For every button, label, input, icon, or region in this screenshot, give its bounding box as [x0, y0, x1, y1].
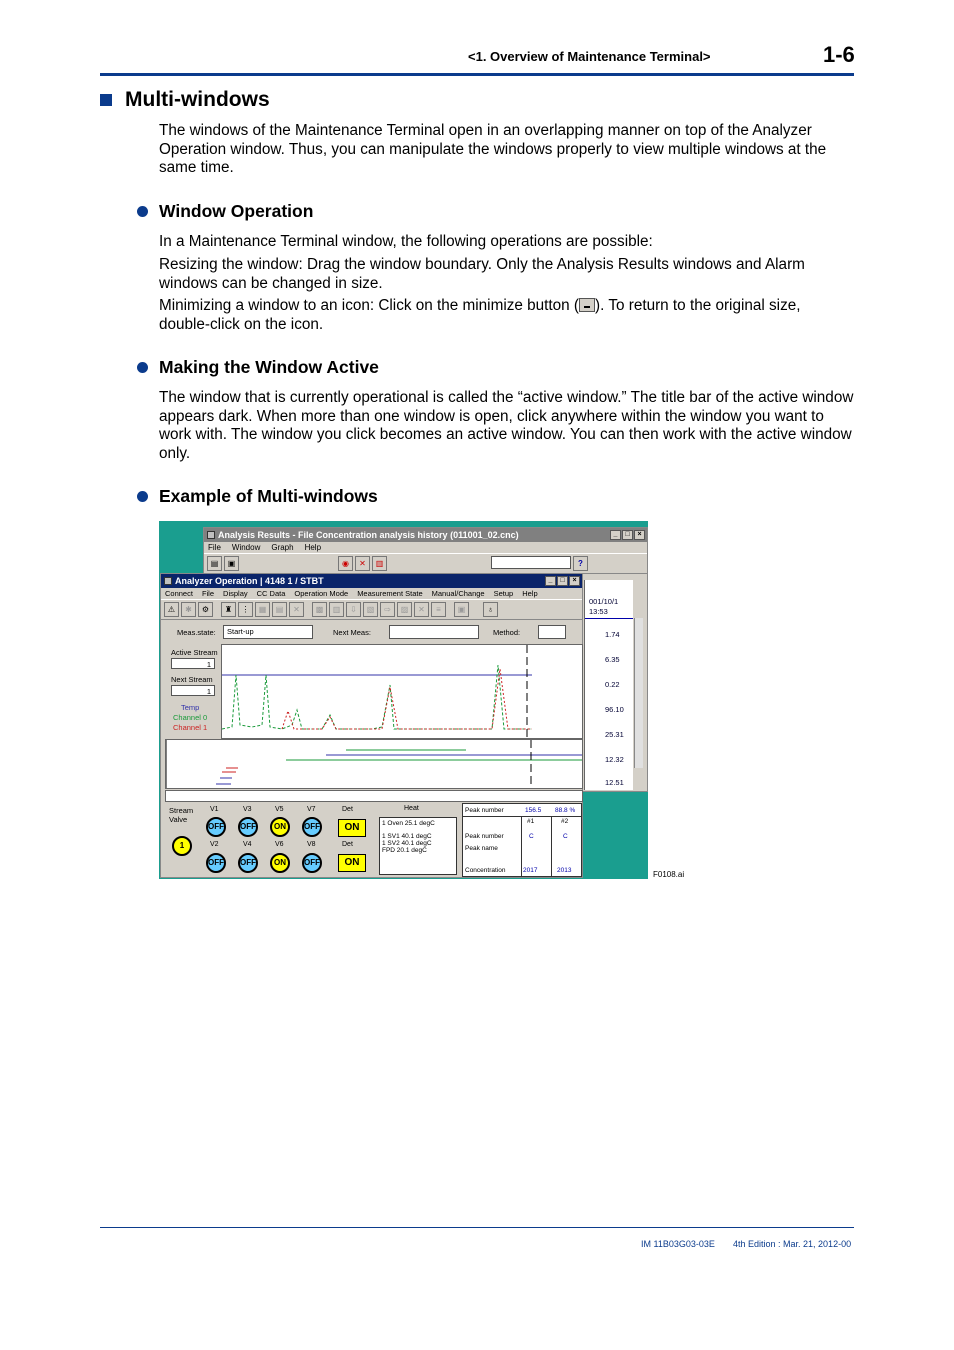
- p3-text-after: ). To return to the original size, double-click on the icon.: [159, 297, 801, 333]
- help-icon[interactable]: ?: [573, 556, 588, 571]
- active-stream-field: 1: [171, 658, 215, 669]
- document-number: IM 11B03G03-03E: [641, 1239, 715, 1249]
- peak-header-value: 88.8 %: [555, 807, 576, 814]
- peak-concentration-value: 2017: [523, 867, 538, 874]
- method-field: [538, 625, 566, 639]
- menu-help[interactable]: Help: [304, 543, 322, 552]
- menu-manual-change[interactable]: Manual/Change: [431, 589, 485, 598]
- result-value: 0.22: [605, 680, 620, 689]
- lamp-icon[interactable]: ♁: [483, 602, 498, 617]
- menu-setup[interactable]: Setup: [493, 589, 514, 598]
- det-label: Det: [342, 841, 353, 848]
- peak-number-label: Peak number: [465, 833, 504, 840]
- peak-number-value: C: [529, 833, 534, 840]
- stop-icon[interactable]: ✕: [355, 556, 370, 571]
- round-bullet-icon: [137, 362, 148, 373]
- calibrate-icon[interactable]: ▦: [255, 602, 270, 617]
- results-scrollbar[interactable]: [634, 618, 643, 768]
- analyzer-operation-menubar: [161, 588, 582, 599]
- valve-icon[interactable]: ⚙: [198, 602, 213, 617]
- analysis-results-toolbar: [204, 553, 647, 574]
- active-window-paragraph: The window that is currently operational is called the “active window.” The title bar of the active window appears dark. When more than one window is open, click anywhere within the window you want to work with. The window you click becomes an active window. You can then work with the active window only.: [159, 389, 854, 462]
- heat-panel: [379, 817, 457, 875]
- peak-concentration-value: 2013: [557, 867, 572, 874]
- print-icon[interactable]: ▥: [372, 556, 387, 571]
- result-value: 1.74: [605, 630, 620, 639]
- peak-header-value: 156.5: [525, 807, 542, 814]
- square-bullet-icon: [100, 94, 112, 106]
- heat-row: 1 SV1 40.1 degC: [382, 833, 432, 840]
- active-window-heading: [137, 357, 379, 378]
- valve-label: V7: [307, 806, 316, 813]
- multi-window-figure: [159, 521, 648, 879]
- round-bullet-icon: [137, 491, 148, 502]
- valve-toggle[interactable]: OFF: [206, 817, 226, 837]
- operation-icon[interactable]: ♜: [221, 602, 236, 617]
- menu-display[interactable]: Display: [223, 589, 248, 598]
- open-file-icon[interactable]: ▤: [207, 556, 222, 571]
- results-date: 001/10/1: [589, 597, 619, 606]
- zoom-icon[interactable]: ◉: [338, 556, 353, 571]
- report-icon[interactable]: ▧: [363, 602, 378, 617]
- analyzer-operation-titlebar[interactable]: [161, 574, 582, 588]
- window-operation-p2: Resizing the window: Drag the window boundary. Only the Analysis Results windows and Alarm windows can be changed in size.: [159, 256, 805, 292]
- menu-operation-mode[interactable]: Operation Mode: [294, 589, 349, 598]
- meas-state-field: Start-up: [223, 625, 313, 639]
- download-icon[interactable]: ⇩: [346, 602, 361, 617]
- header-rule: [100, 73, 854, 76]
- time-axis: [165, 790, 583, 802]
- save-icon[interactable]: ▣: [224, 556, 239, 571]
- legend-channel-0: Channel 0: [173, 713, 208, 722]
- valve-toggle[interactable]: OFF: [302, 817, 322, 837]
- analyzer-operation-toolbar: [161, 599, 582, 620]
- minimize-icon[interactable]: _: [545, 576, 556, 586]
- list-icon[interactable]: ≡: [431, 602, 446, 617]
- valve-toggle[interactable]: OFF: [302, 853, 322, 873]
- det-toggle[interactable]: ON: [338, 854, 366, 872]
- menu-window[interactable]: Window: [231, 543, 261, 552]
- peak-name-label: Peak name: [465, 845, 498, 852]
- analyzer-operation-title: Analyzer Operation | 4148 1 / STBT: [175, 576, 324, 586]
- heat-row: FPD 20.1 degC: [382, 847, 427, 854]
- maximize-icon[interactable]: □: [622, 530, 633, 540]
- window-app-icon: [164, 577, 172, 585]
- analysis-results-menubar: [204, 542, 647, 553]
- next-meas-label: Next Meas:: [333, 628, 371, 637]
- active-window-title: Making the Window Active: [159, 357, 379, 377]
- legend-channel-1: Channel 1: [173, 723, 208, 732]
- next-stream-field: 1: [171, 685, 215, 696]
- close-icon[interactable]: ×: [634, 530, 645, 540]
- valve-label: V1: [210, 806, 219, 813]
- valve-label: V6: [275, 841, 284, 848]
- window-operation-title: Window Operation: [159, 201, 314, 221]
- example-heading: [137, 486, 378, 507]
- valve-toggle[interactable]: OFF: [238, 853, 258, 873]
- valve-label: V3: [243, 806, 252, 813]
- valve-toggle[interactable]: ON: [270, 853, 290, 873]
- results-side-panel: [584, 580, 633, 790]
- legend-temp: Temp: [181, 703, 200, 712]
- menu-measurement-state[interactable]: Measurement State: [357, 589, 423, 598]
- window-operation-p1: In a Maintenance Terminal window, the following operations are possible:: [159, 233, 653, 250]
- minimize-button-icon: [579, 298, 595, 312]
- peak-column-header: #1: [527, 818, 535, 825]
- forward-icon[interactable]: ⇨: [380, 602, 395, 617]
- figure-label: F0108.ai: [653, 870, 685, 879]
- valve-toggle[interactable]: OFF: [238, 817, 258, 837]
- menu-cc-data[interactable]: CC Data: [256, 589, 286, 598]
- cancel-icon[interactable]: ✕: [414, 602, 429, 617]
- peak-header-label: Peak number: [465, 807, 504, 814]
- save-icon[interactable]: ▣: [454, 602, 469, 617]
- timing-svg: [166, 740, 582, 788]
- section-title: Multi-windows: [125, 88, 270, 111]
- heat-header: Heat: [404, 805, 419, 812]
- chromatogram-plot[interactable]: [221, 644, 583, 739]
- valve-label: V5: [275, 806, 284, 813]
- menu-connect[interactable]: Connect: [165, 589, 193, 598]
- close-icon[interactable]: ×: [569, 576, 580, 586]
- menu-file[interactable]: File: [208, 543, 221, 552]
- stream-icon[interactable]: ▤: [272, 602, 287, 617]
- intro-paragraph: The windows of the Maintenance Terminal open in an overlapping manner on top of the Analyzer Operation window. Thus, you can manipulate the windows properly to view multiple windows at the same time.: [159, 122, 827, 176]
- stream-valve-label: Stream Valve: [169, 806, 194, 824]
- print-icon[interactable]: ▥: [329, 602, 344, 617]
- chromatogram-svg: [222, 645, 582, 738]
- valve-label: V2: [210, 841, 219, 848]
- running-header: <1. Overview of Maintenance Terminal>: [468, 49, 711, 64]
- section-heading: [100, 88, 270, 112]
- window-app-icon: [207, 531, 215, 539]
- window-operation-p3: [159, 297, 854, 334]
- valve-label: V8: [307, 841, 316, 848]
- next-meas-field: [389, 625, 479, 639]
- valve-label: V4: [243, 841, 252, 848]
- edition-info: 4th Edition : Mar. 21, 2012-00: [733, 1239, 852, 1249]
- meas-state-label: Meas.state:: [177, 628, 216, 637]
- analyzer-operation-window[interactable]: [160, 573, 583, 878]
- analysis-icon[interactable]: ▩: [312, 602, 327, 617]
- analysis-results-title: Analysis Results - File Concentration analysis history (011001_02.cnc): [218, 530, 519, 540]
- peak-concentration-label: Concentration: [465, 867, 506, 874]
- p3-text-before: Minimizing a window to an icon: Click on the minimize button (: [159, 297, 579, 314]
- valve-toggle[interactable]: OFF: [206, 853, 226, 873]
- method-label: Method:: [493, 628, 521, 637]
- result-value: 96.10: [605, 705, 624, 714]
- footer-rule: [100, 1227, 854, 1228]
- round-bullet-icon: [137, 206, 148, 217]
- valve-toggle[interactable]: ON: [270, 817, 290, 837]
- stream-number-indicator: 1: [172, 836, 192, 856]
- next-stream-label: Next Stream: [171, 675, 213, 684]
- result-value: 6.35: [605, 655, 620, 664]
- run-icon[interactable]: ⚠: [164, 602, 179, 617]
- det-toggle[interactable]: ON: [338, 819, 366, 837]
- minimize-icon[interactable]: _: [610, 530, 621, 540]
- menu-file[interactable]: File: [201, 589, 215, 598]
- peak-table: [462, 803, 582, 877]
- chart-icon[interactable]: ▨: [397, 602, 412, 617]
- analysis-results-titlebar[interactable]: [204, 528, 647, 542]
- heat-row: 1 SV2 40.1 degC: [382, 840, 432, 847]
- menu-graph[interactable]: Graph: [271, 543, 294, 552]
- example-title: Example of Multi-windows: [159, 486, 378, 506]
- timing-chart: [165, 739, 583, 789]
- result-value: 12.51: [605, 778, 624, 787]
- active-stream-label: Active Stream: [171, 648, 218, 657]
- menu-help[interactable]: Help: [522, 589, 538, 598]
- det-label: Det: [342, 806, 353, 813]
- window-operation-heading: [137, 201, 313, 222]
- maximize-icon[interactable]: □: [557, 576, 568, 586]
- stop-icon[interactable]: ✕: [289, 602, 304, 617]
- signal-icon[interactable]: ⋮: [238, 602, 253, 617]
- tool-icon[interactable]: ✱: [181, 602, 196, 617]
- heat-row: 1 Oven 25.1 degC: [382, 820, 435, 827]
- results-time: 13:53: [589, 607, 608, 616]
- page-number: 1-6: [823, 42, 855, 67]
- search-input[interactable]: [491, 556, 571, 569]
- peak-number-value: C: [563, 833, 568, 840]
- peak-column-header: #2: [561, 818, 569, 825]
- result-value: 12.32: [605, 755, 624, 764]
- result-value: 25.31: [605, 730, 624, 739]
